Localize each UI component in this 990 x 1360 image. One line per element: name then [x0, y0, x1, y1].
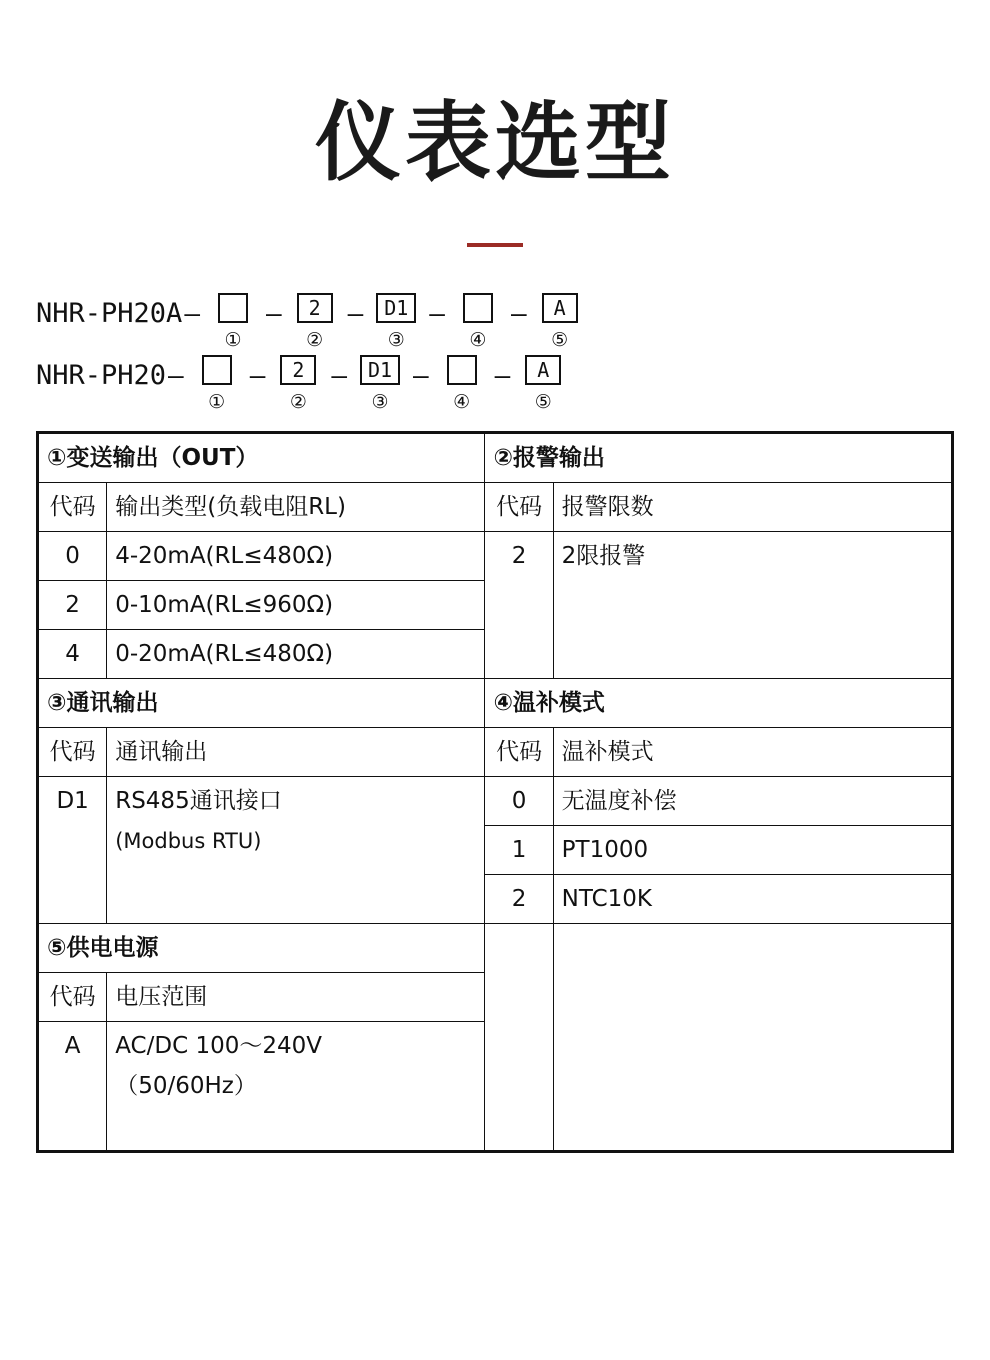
model-dash: —: [331, 360, 348, 391]
model-name-a: NHR-PH20A: [36, 297, 183, 329]
section-header-out: ①变送输出（OUT）: [39, 433, 485, 482]
comm-code-0: D1: [39, 776, 107, 923]
model-code-box[interactable]: [447, 355, 477, 385]
comm-desc-line2: (Modbus RTU): [115, 828, 262, 853]
model-segment-1: [202, 293, 264, 351]
section-header-power: ⑤供电电源: [39, 923, 485, 972]
model-segment-2: [284, 293, 346, 351]
temp-code-2: 2: [485, 874, 553, 923]
temp-desc-1: PT1000: [553, 825, 951, 874]
title-divider: [467, 243, 523, 247]
model-code-box[interactable]: [202, 355, 232, 385]
model-dash: —: [168, 360, 184, 391]
model-marker: ④: [453, 390, 471, 413]
table-row: [39, 433, 952, 482]
model-segment-3: [349, 355, 411, 413]
model-code-box[interactable]: D1: [376, 293, 416, 323]
out-code-1: 2: [39, 580, 107, 629]
table-row: [39, 482, 952, 531]
model-marker: ③: [387, 328, 405, 351]
model-row-b: [36, 355, 990, 413]
page-title: 仪表选型: [315, 93, 675, 193]
model-name-b: NHR-PH20: [36, 359, 167, 391]
model-dash: —: [429, 298, 445, 329]
col-header-desc-out: 输出类型(负载电阻RL): [107, 482, 485, 531]
table-row: [39, 727, 952, 776]
empty-cell: [485, 923, 553, 1150]
model-code-box[interactable]: [463, 293, 493, 323]
section-header-alarm: ②报警输出: [485, 433, 952, 482]
model-segment-5: [512, 355, 574, 413]
temp-code-0: 0: [485, 776, 553, 825]
model-code-box[interactable]: 2: [297, 293, 333, 323]
model-code-box[interactable]: [218, 293, 248, 323]
table-row: [39, 531, 952, 580]
col-header-desc-alarm: 报警限数: [553, 482, 951, 531]
model-dash: —: [347, 298, 364, 329]
power-desc-line2: （50/60Hz）: [115, 1072, 257, 1099]
col-header-code-out: 代码: [39, 482, 107, 531]
col-header-desc-temp: 温补模式: [553, 727, 951, 776]
model-segment-5: [529, 293, 591, 351]
model-code-box[interactable]: A: [525, 355, 561, 385]
table-row: [39, 923, 952, 972]
out-code-2: 4: [39, 629, 107, 678]
model-segment-2: [267, 355, 329, 413]
alarm-code-0: 2: [485, 531, 553, 678]
comm-desc-0: [107, 776, 485, 923]
col-header-desc-power: 电压范围: [107, 972, 485, 1021]
out-desc-2: 0-20mA(RL≤480Ω): [107, 629, 485, 678]
power-code-0: A: [39, 1021, 107, 1150]
model-dash: —: [510, 298, 527, 329]
col-header-code-alarm: 代码: [485, 482, 553, 531]
model-dash: —: [249, 360, 266, 391]
model-segment-3: [365, 293, 427, 351]
model-dash: —: [184, 298, 200, 329]
section-header-temp: ④温补模式: [485, 678, 952, 727]
model-marker: ③: [371, 390, 389, 413]
model-dash: —: [265, 298, 282, 329]
model-marker: ①: [224, 328, 242, 351]
model-marker: ①: [208, 390, 226, 413]
temp-desc-0: 无温度补偿: [553, 776, 951, 825]
model-marker: ④: [469, 328, 487, 351]
col-header-code-comm: 代码: [39, 727, 107, 776]
col-header-desc-comm: 通讯输出: [107, 727, 485, 776]
model-dash: —: [413, 360, 429, 391]
model-code-block: [0, 293, 990, 413]
col-header-code-power: 代码: [39, 972, 107, 1021]
model-segment-4: [431, 355, 493, 413]
power-desc-0: [107, 1021, 485, 1150]
alarm-desc-0: 2限报警: [553, 531, 951, 678]
model-marker: ②: [289, 390, 307, 413]
section-header-comm: ③通讯输出: [39, 678, 485, 727]
model-row-a: [36, 293, 990, 351]
model-marker: ②: [306, 328, 324, 351]
out-code-0: 0: [39, 531, 107, 580]
selection-table: [36, 431, 954, 1153]
temp-desc-2: NTC10K: [553, 874, 951, 923]
table-row: [39, 678, 952, 727]
out-desc-1: 0-10mA(RL≤960Ω): [107, 580, 485, 629]
model-segment-4: [447, 293, 509, 351]
model-segment-1: [186, 355, 248, 413]
power-desc-line1: AC/DC 100～240V: [115, 1032, 322, 1059]
empty-cell: [553, 923, 951, 1150]
table-row: [39, 776, 952, 825]
out-desc-0: 4-20mA(RL≤480Ω): [107, 531, 485, 580]
model-marker: ⑤: [534, 390, 552, 413]
col-header-code-temp: 代码: [485, 727, 553, 776]
model-code-box[interactable]: 2: [280, 355, 316, 385]
model-code-box[interactable]: D1: [360, 355, 400, 385]
comm-desc-line1: RS485通讯接口: [115, 787, 282, 814]
model-dash: —: [494, 360, 511, 391]
temp-code-1: 1: [485, 825, 553, 874]
model-marker: ⑤: [551, 328, 569, 351]
model-code-box[interactable]: A: [542, 293, 578, 323]
